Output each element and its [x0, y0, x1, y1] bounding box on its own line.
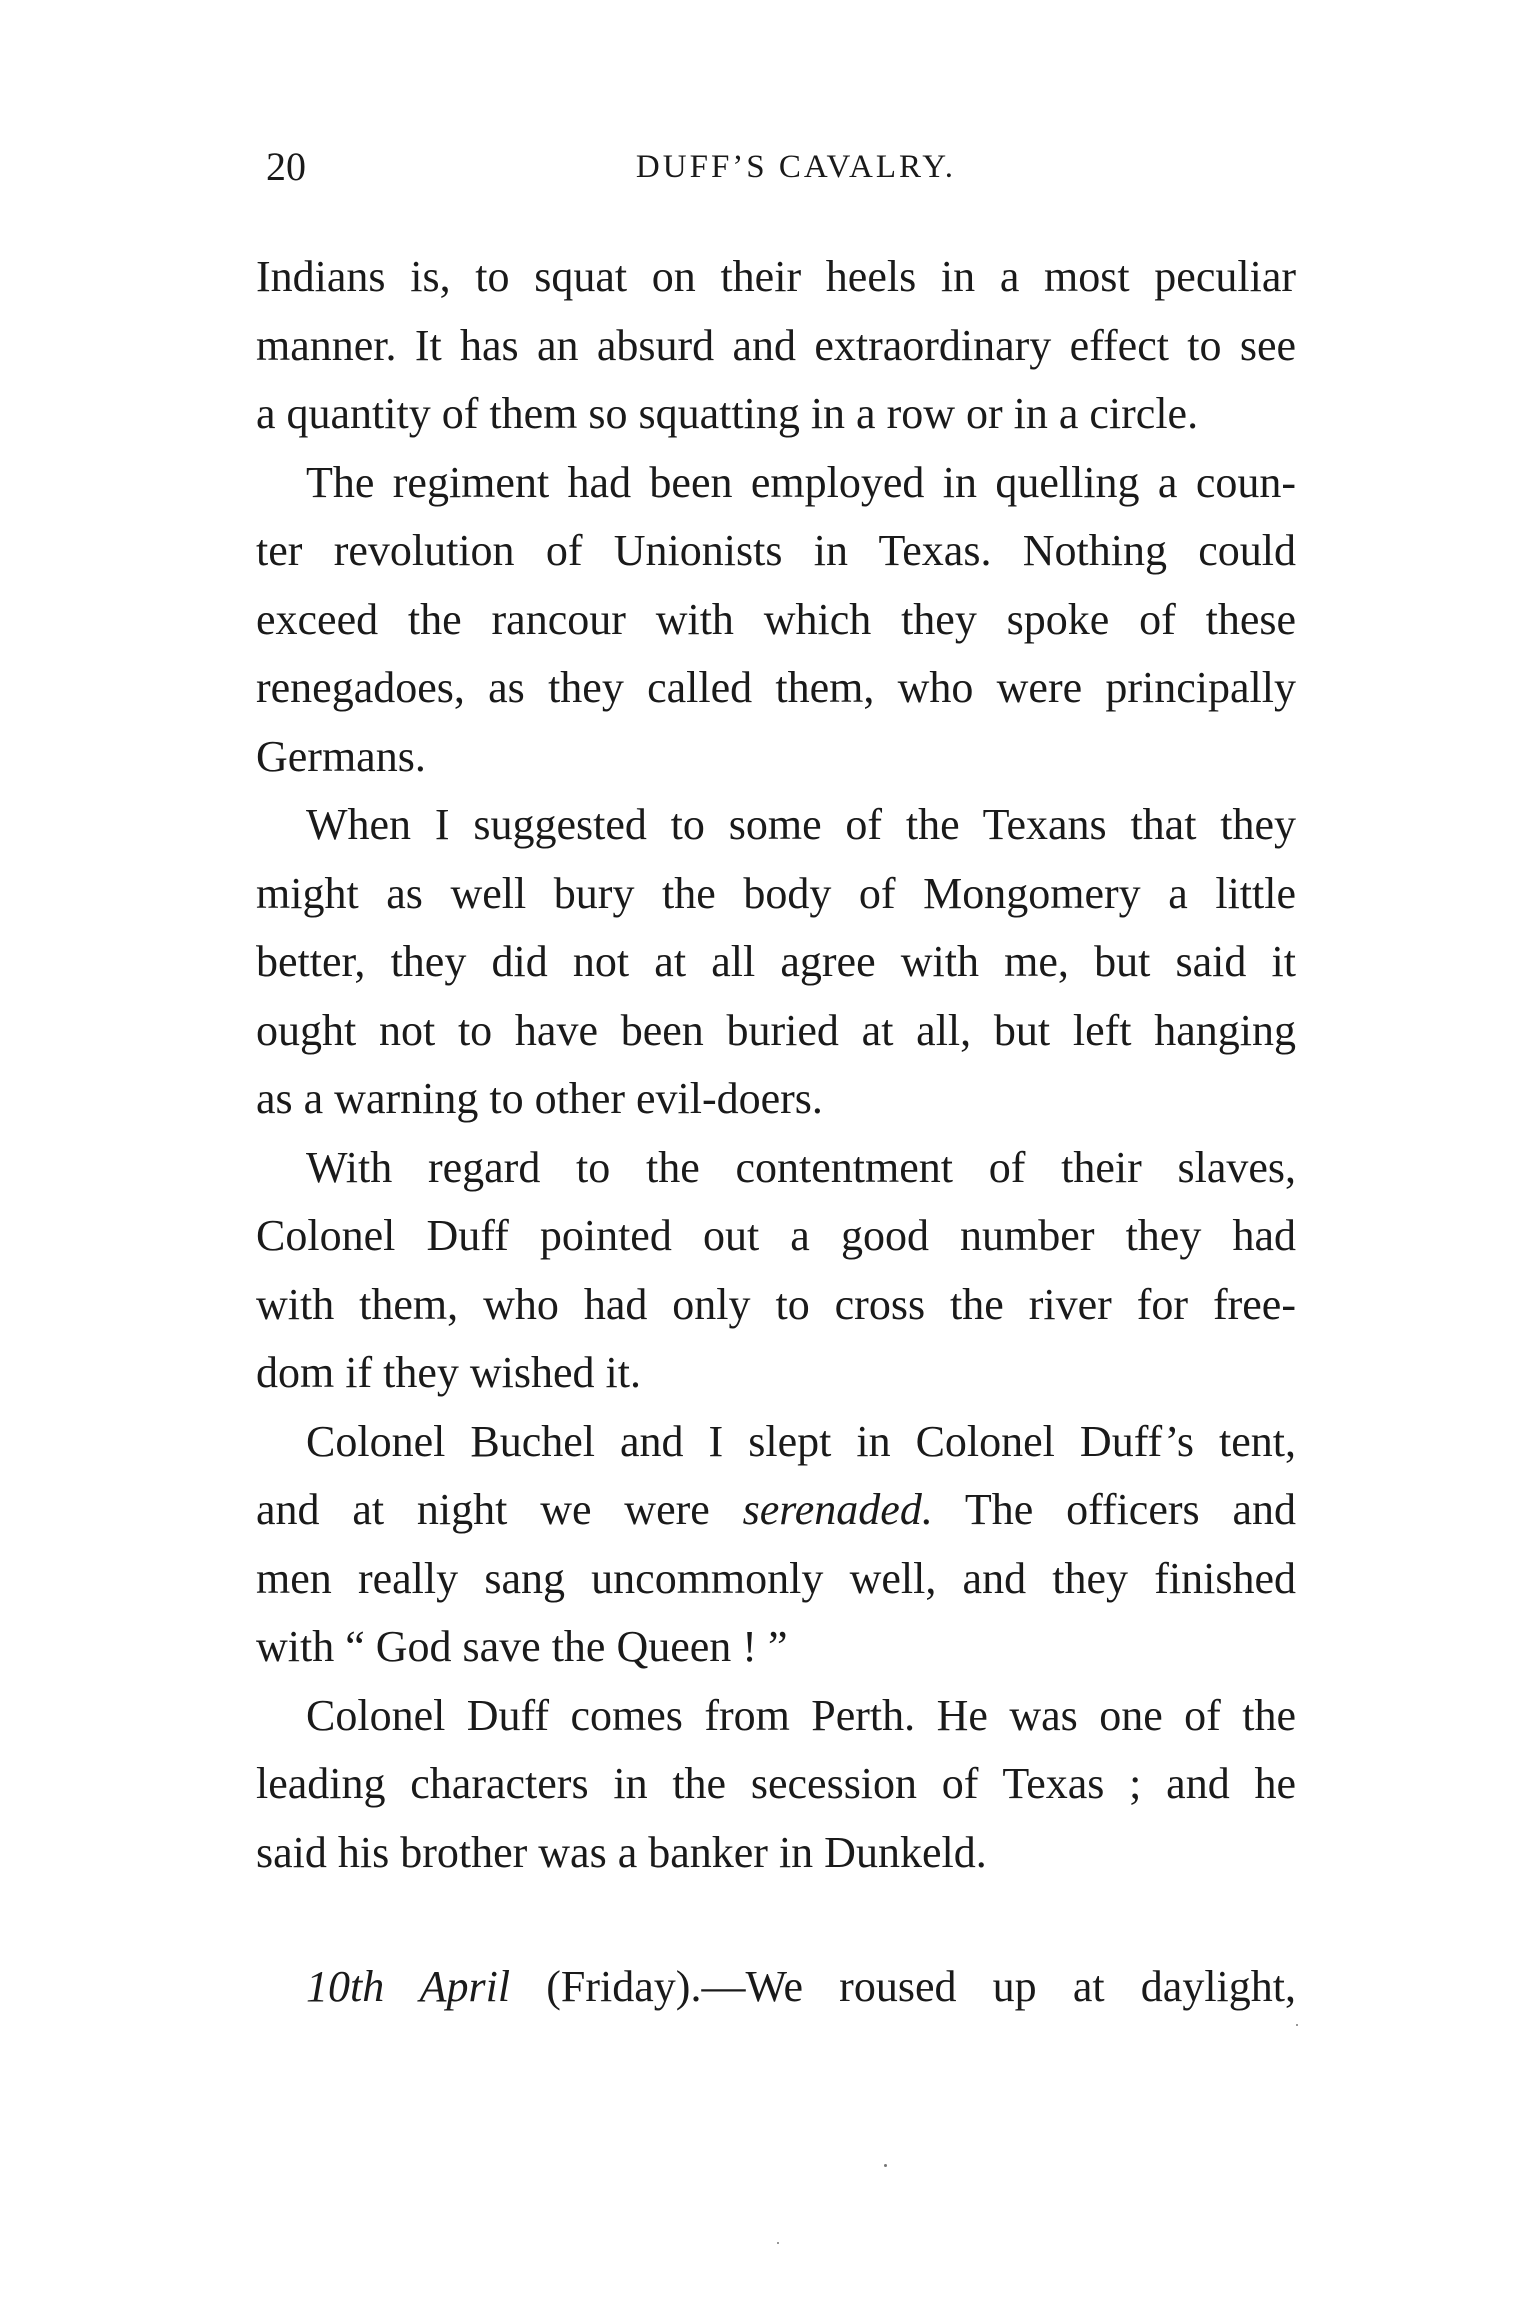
dateline-paragraph [256, 1953, 1296, 2022]
dateline [256, 1953, 1296, 2022]
emphasized-word: serenaded. [742, 1485, 933, 1534]
paper-speck [884, 2164, 887, 2167]
paragraph [256, 449, 1296, 792]
paragraph [256, 1408, 1296, 1682]
paragraph [256, 1134, 1296, 1408]
text-line: renegadoes, as they called them, who were principally [256, 663, 1296, 712]
text-line: Germans. [256, 731, 426, 781]
text-line: might as well bury the body of Mongomery a little [256, 868, 1296, 918]
dateline-date: 10th April [306, 1962, 511, 2011]
text-line: When I suggested to some of the Texans that they [306, 800, 1296, 849]
text-line: better, they did not at all agree with me, but said it [256, 937, 1296, 986]
text-line: Colonel Buchel and I slept in Colonel Duff’s tent, [306, 1416, 1296, 1466]
running-title: DUFF’S CAVALRY. [635, 149, 957, 185]
text-run: and at night we were [256, 1485, 743, 1534]
paragraph [256, 1682, 1296, 1888]
text-line: ter revolution of Unionists in Texas. Nothing could [256, 526, 1296, 575]
text-line: with “ God save the Queen ! ” [256, 1622, 788, 1671]
paragraph [256, 243, 1296, 449]
text-line: Colonel Duff pointed out a good number they had [256, 1211, 1296, 1260]
section-gap [256, 1887, 1296, 1953]
text-line: said his brother was a banker in Dunkeld. [256, 1827, 987, 1877]
text-line: with them, who had only to cross the river for free- [256, 1279, 1296, 1329]
text-line: The regiment had been employed in quelling a coun- [306, 457, 1296, 507]
text-line: leading characters in the secession of Texas ; and he [256, 1759, 1296, 1808]
text-run: The officers and [932, 1485, 1296, 1534]
page-header [266, 142, 1296, 192]
page-body [256, 243, 1296, 2022]
page-number: 20 [266, 144, 306, 189]
text-line: a quantity of them so squatting in a row or in a circle. [256, 389, 1199, 438]
text-line: dom if they wished it. [256, 1348, 641, 1397]
text-line: ought not to have been buried at all, but left hanging [256, 1005, 1296, 1055]
paragraph [256, 791, 1296, 1134]
text-line: manner. It has an absurd and extraordinary effect to see [256, 320, 1296, 370]
text-line: Indians is, to squat on their heels in a most peculiar [256, 252, 1296, 301]
paper-speck [1296, 2024, 1298, 2026]
paper-speck [777, 2242, 779, 2244]
dateline-text: (Friday).—We roused up at daylight, [510, 1962, 1296, 2011]
text-line: as a warning to other evil-doers. [256, 1074, 823, 1123]
text-line: men really sang uncommonly well, and they finished [256, 1553, 1296, 1603]
text-line: Colonel Duff comes from Perth. He was one of the [306, 1690, 1296, 1740]
text-line: exceed the rancour with which they spoke of these [256, 594, 1296, 644]
text-line-with-emphasis [256, 1476, 1296, 1545]
text-line: With regard to the contentment of their slaves, [306, 1142, 1296, 1192]
